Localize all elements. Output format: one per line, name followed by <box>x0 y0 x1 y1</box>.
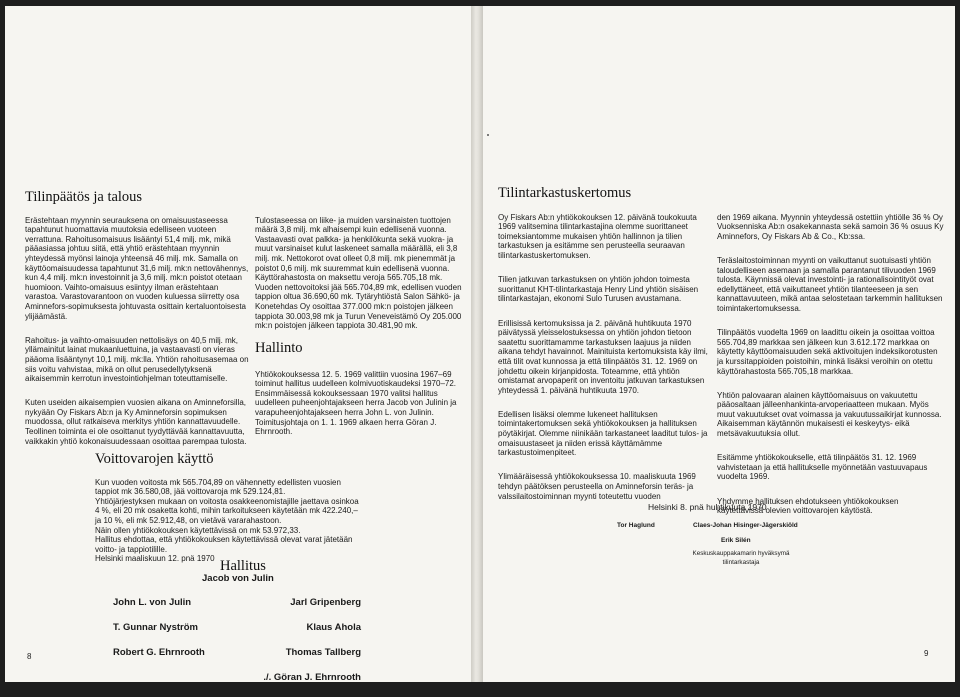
paragraph: den 1969 aikana. Myynnin yhteydessä ostettiin yhtiölle 36 % Oy Vuoksenniska Ab:n osakekannasta sekä samoin 36 % osuus Ky Aminnefors, Oy Fiskars Ab & Co., Kb:ssa. <box>717 212 944 241</box>
paragraph: Kuten useiden aikaisempien vuosien aikana on Aminneforsilla, nykyään Oy Fiskars Ab:n ja Ky Aminneforsin sopimuksen muodossa, ollut ratkaiseva merkitys yhtiön kannattavuudelle. Teollinen toiminta ei ole osoittanut tyydyttävää kannattavuutta, vaikkakin yhtiö kokonaisuudessaan osoittaa parempaa tulosta. <box>25 398 247 446</box>
middle-column-text <box>255 206 463 331</box>
board-member: John L. von Julin <box>113 596 192 608</box>
auditor-signature: Tor Haglund <box>617 522 655 529</box>
board-member: Jarl Gripenberg <box>290 596 361 608</box>
section-heading-tilintarkastus: Tilintarkastuskertomus <box>498 185 632 201</box>
audit-column-2 <box>717 203 945 516</box>
paragraph: Erästehtaan myynnin seurauksena on omaisuustaseessa tapahtunut huomattavia muutoksia edelliseen vuoteen verrattuna. Rahoitusomaisuus lisääntyi 51,4 milj. mk, mikä pääasiassa johtuu siitä, että yhtiö erästehtaan myynnin yhteydessä myönsi lainoja yhteensä 46 milj. mk. Samalla on käyttöomaisuudessa tapahtunut 31,6 milj. mk:n nettovähennys, kun 4,4 milj. mk:n investoinnit ja 3,6 milj. mk:n poistot otetaan huomioon. Vaihto-omaisuus esiintyy ilman erästehtaan varastoa. Varastovarantoon on vuoden kuluessa siirretty osa Aminnefors-sopimuksesta johtuvasta osittain kertaluontoisesta ylijäämästä. <box>25 215 249 321</box>
board-heading: Hallitus <box>220 558 266 574</box>
paragraph: Oy Fiskars Ab:n yhtiökokouksen 12. päivänä toukokuuta 1969 valitsemina tilintarkastajina olemme suorittaneet toimeksiantomme mukaisen yhtiön hallinnon ja tilien tarkastuksen ja esitämme sen perusteella seuraavan tilintarkastuskertomuksen. <box>498 212 697 260</box>
paragraph: Esitämme yhtiökokoukselle, että tilinpäätös 31. 12. 1969 vahvistetaan ja että hallitukselle myönnetään vastuuvapaus vuodelta 1969. <box>717 453 928 482</box>
paragraph: Kun vuoden voitosta mk 565.704,89 on vähennetty edellisten vuosien tappiot mk 36.580,08, jää voittovaroja mk 529.124,81. Yhtiöjärjestyksen mukaan on voitosta osakkeenomistajille jaettava osinkoa 4 %, eli 20 mk osaketta kohti, mihin tarkoitukseen käytetään mk 422.240,– ja 10 %, eli mk 52.912,48, on vietävä vararahastoon. Näin ollen yhtiökokouksen käytettävissä on mk 53.972,33. Hallitus ehdottaa, että yhtiökokouksen käytettävissä olevat varat jätetään voitto- ja tappiotilille. Helsinki maaliskuun 12. pnä 1970 <box>95 477 359 564</box>
hallinto-text <box>255 360 463 440</box>
paragraph: Ylimääräisessä yhtiökokouksessa 10. maaliskuuta 1969 tehdyn päätöksen perusteella on Aminneforsin teräs- ja valssilaitostoiminnan myynti toteutettu vuoden <box>498 472 696 501</box>
audit-column-1 <box>498 203 708 501</box>
section-heading-hallinto: Hallinto <box>255 340 303 356</box>
board-member: ./. Göran J. Ehrnrooth <box>263 671 361 683</box>
board-member: Klaus Ahola <box>306 621 361 633</box>
paragraph: Tilien jatkuvan tarkastuksen on yhtiön johdon toimesta suorittanut KHT-tilintarkastaja Henry Lind yhtiön sisäisen tilintarkastajan, ekonomi Sulo Turusen avustamana. <box>498 275 699 304</box>
paragraph: Edellisen lisäksi olemme lukeneet hallituksen toimintakertomuksen sekä yhtiökokouksen ja hallituksen pöytäkirjat. Olemme niinikään tarkastaneet laaditut tulos- ja omaisuustaseet ja niiden erissä käyttämämme tarkastustoimenpiteet. <box>498 409 708 458</box>
chamber-approval-note <box>651 549 831 567</box>
paragraph: Teräslaitostoiminnan myynti on vaikuttanut suotuisasti yhtiön taloudelliseen asemaan ja samalla parantanut tilivuoden 1969 tulosta. Käynnissä olevat investointi- ja rationalisointityöt ovat edellyttäneet, että vaikuttaneet yhtiön tilanteeseen ja sen kannattavuuteen, mikä antaa selostetaan tarkemmin hallituksen toimintakertomuksessa. <box>717 255 943 313</box>
paragraph: Erillisissä kertomuksissa ja 2. päivänä huhtikuuta 1970 päivätyssä yleisselostuksessa on yhtiön johdon tietoon saatettu suorittamamme tarkastuksen laajuus ja niiden aikana tehdyt havainnot. Mainituista kertomuksista käy ilmi, että tilit ovat kunnossa ja että tilinpäätös 31. 12. 1969 on johdettu oikein kirjanpidosta. Toteamme, että yhtiön omistamat arvopaperit on inventoitu jatkuvan tarkastuksen yhteydessä 1. päivänä huhtikuuta 1970. <box>498 318 708 395</box>
chamber-approval-line: Keskuskauppakamarin hyväksymä <box>692 550 790 557</box>
board-member: T. Gunnar Nyström <box>113 621 198 633</box>
paragraph: Yhtiön palovaaran alainen käyttöomaisuus on vakuutettu pääosaltaan jälleenhankinta-arvoperiaatteen mukaan. Myös muut vakuutukset ovat voimassa ja vakuutussaikirjat kunnossa. Aikaisemman käytännön mukaisesti ei keskeytys- eikä metsävakuutuksia ollut. <box>717 390 942 439</box>
left-page <box>5 6 471 682</box>
paragraph: Yhdymme hallituksen ehdotukseen yhtiökokouksen käytettävissä olevien voittovarojen käytöstä. <box>717 496 899 516</box>
board-member: Thomas Tallberg <box>285 646 361 658</box>
page-number: 9 <box>924 649 929 658</box>
right-page <box>483 6 955 682</box>
auditor-signature: Claes-Johan Hisinger-Jägerskiöld <box>693 522 798 529</box>
board-member: Robert G. Ehrnrooth <box>113 646 205 658</box>
paragraph: Yhtiökokouksessa 12. 5. 1969 valittiin vuosina 1967–69 toiminut hallitus uudelleen kolmivuotiskaudeksi 1970–72. Ensimmäisessä kokouksessaan 1970 valitsi hallitus uudelleen puheenjohtajakseen herra Jacob von Julinin ja varapuheenjohtajakseen herra John L. von Julinin. Toimitusjohtaja on 1. 1. 1969 alkaen herra Göran J. Ehrnrooth. <box>255 369 457 437</box>
chamber-approval-line: tilintarkastaja <box>722 559 760 566</box>
paragraph: Tilinpäätös vuodelta 1969 on laadittu oikein ja osoittaa voittoa 565.704,89 markkaa sen jälkeen kun 3.612.172 markkaa on käytetty käyttöomaisuuden sekä aktivoitujen indeksikorotusten ja kurssitappioiden poistoihin, minkä lisäksi veroihin on otettu käyttörahastosta 565.705,18 markkaa. <box>717 328 938 376</box>
board-names-right <box>255 584 361 697</box>
book-gutter <box>471 6 483 682</box>
section-heading-voittovarat: Voittovarojen käyttö <box>95 451 214 467</box>
paragraph: Rahoitus- ja vaihto-omaisuuden nettolisäys on 40,5 milj. mk, yllämainitut lainat mukaanluettuina, ja vastaavasti on vieras pääoma lisääntynyt 10,1 milj. mk:lla. Yhtiön rahoitusasemaa on siis voitu vahvistaa, mikä on ollut perusedellytyksenä aikaisemmin kerrotun investointiohjelman toteuttamiselle. <box>25 335 249 384</box>
auditor-signature: Erik Silén <box>721 537 751 544</box>
paragraph: Tulostaseessa on liike- ja muiden varsinaisten tuottojen määrä 3,8 milj. mk alhaisempi kuin edellisenä vuonna. Vastaavasti ovat palkka- ja henkilökunta sekä vuokra- ja muut varsinaiset kulut laskeneet samalla määrällä, eli 3,8 milj. mk. Nettokorot ovat olleet 0,8 milj. mk pienemmät ja poistot 0,6 milj. mk suuremmat kuin edellisenä vuonna. Käyttörahastosta on maksettu veroja 565.705,18 mk. Vuoden nettovoitoksi jää 565.704,89 mk, edellisen vuoden tappion oltua 36.690,60 mk. Tytäryhtiöstä Salon Sähkö- ja Konetehdas Oy osoittaa 377.000 mk:n poistojen jälkeen tappiota 30.003,98 mk ja Turun Veneveistämö Oy 205.000 mk:n poistojen jälkeen tappiota 30.481,90 mk. <box>255 215 462 331</box>
board-names-left <box>113 584 205 672</box>
print-speck <box>487 134 489 136</box>
section-heading-tilinpaatos: Tilinpäätös ja talous <box>25 189 143 205</box>
board-chair: Jacob von Julin <box>202 573 274 584</box>
tilinpaatos-text <box>25 206 249 466</box>
audit-place-date: Helsinki 8. pnä huhtikuuta 1970 <box>648 502 767 512</box>
voittovarat-text <box>95 468 365 564</box>
page-number: 8 <box>27 652 32 661</box>
